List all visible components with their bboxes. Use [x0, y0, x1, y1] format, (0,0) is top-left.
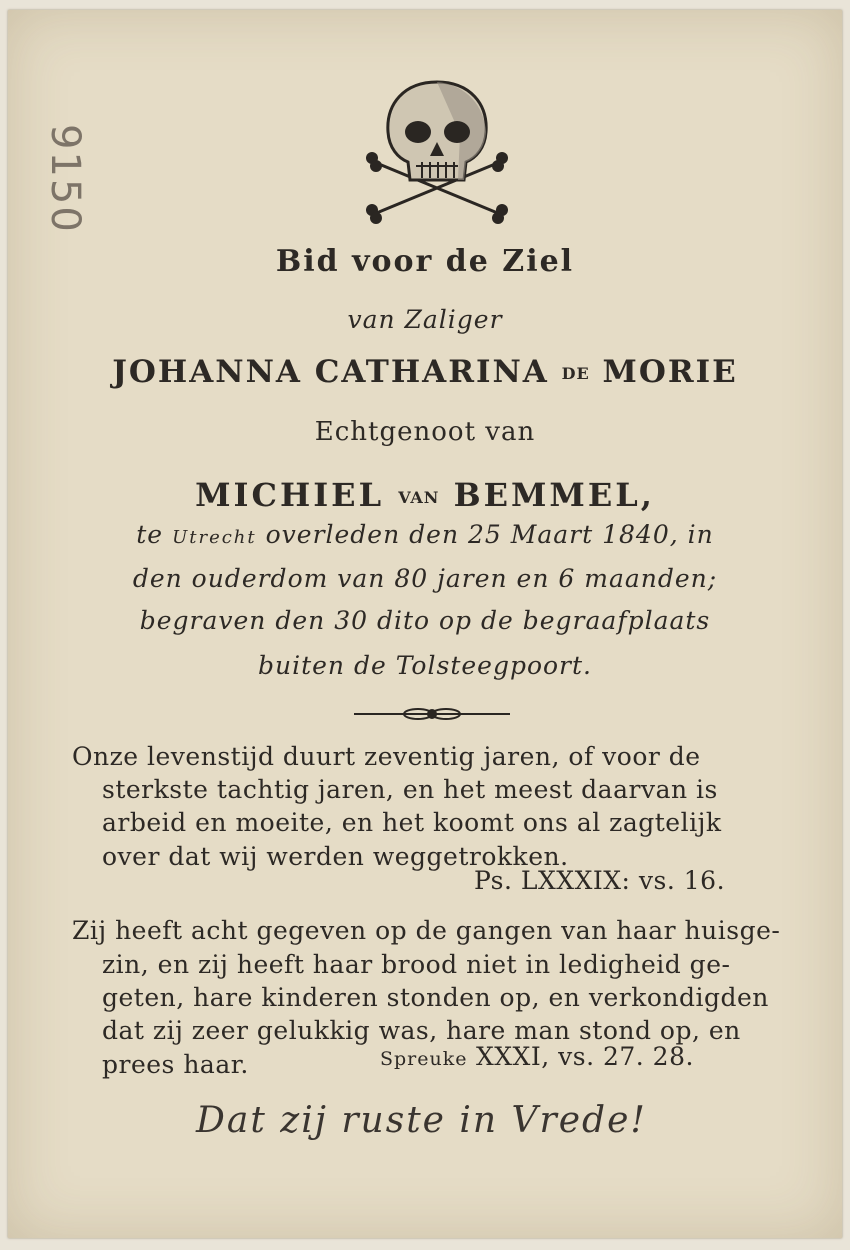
- verse-2-reference-book: Spreuke: [380, 1048, 468, 1070]
- skull-and-crossbones-icon: [362, 74, 512, 224]
- verse-2-reference-rest: XXXI, vs. 27. 28.: [475, 1042, 694, 1071]
- place-of-death: Utrecht: [172, 527, 257, 548]
- deceased-given-names: JOHANNA CATHARINA: [112, 354, 549, 390]
- verse-1-line-4: over dat wij werden weggetrokken.: [102, 842, 569, 871]
- ornament-divider-icon: [352, 703, 512, 725]
- verse-1-line-3: arbeid en moeite, en het koomt ons al zagtelijk: [102, 808, 722, 837]
- death-details-line-1: [0, 520, 850, 549]
- husband-given-name: MICHIEL: [195, 476, 385, 514]
- subheading: van Zaliger: [347, 305, 503, 334]
- verse-2-line-2: zin, en zij heeft haar brood niet in ledigheid ge-: [102, 950, 731, 979]
- verse-1-line-1: Onze levenstijd duurt zeventig jaren, of voor de: [72, 742, 701, 771]
- verse-2-line-1: Zij heeft acht gegeven op de gangen van haar huisge-: [72, 916, 781, 945]
- verse-1-reference: Ps. LXXXIX: vs. 16.: [474, 866, 726, 895]
- verse-1-line-2: sterkste tachtig jaren, en het meest daarvan is: [102, 775, 718, 804]
- verse-2-reference: [380, 1042, 694, 1071]
- husband-surname: BEMMEL: [453, 476, 641, 514]
- deceased-surname: MORIE: [602, 354, 738, 390]
- heading: Bid voor de Ziel: [275, 244, 575, 279]
- inventory-number: 9150: [42, 124, 88, 234]
- spouse-label: Echtgenoot van: [314, 417, 536, 447]
- verse-2-line-4: dat zij zeer gelukkig was, hare man stond op, en: [102, 1016, 741, 1045]
- details-pre: te: [136, 520, 164, 549]
- details-post: overleden den 25 Maart 1840, in: [265, 520, 714, 549]
- closing-prayer: Dat zij ruste in Vrede!: [196, 1100, 647, 1141]
- death-details-line-3: begraven den 30 dito op de begraafplaats: [139, 606, 711, 635]
- death-details-line-4: buiten de Tolsteegpoort.: [257, 651, 593, 680]
- deceased-name: [0, 354, 850, 390]
- husband-name: MICHIEL VAN BEMMEL,: [195, 476, 655, 514]
- verse-2-line-5: prees haar.: [102, 1050, 249, 1079]
- deceased-particle: DE: [561, 364, 590, 383]
- death-details-line-2: den ouderdom van 80 jaren en 6 maanden;: [132, 564, 718, 593]
- verse-2-line-3: geten, hare kinderen stonden op, en verkondigden: [102, 983, 769, 1012]
- husband-particle: VAN: [398, 488, 440, 507]
